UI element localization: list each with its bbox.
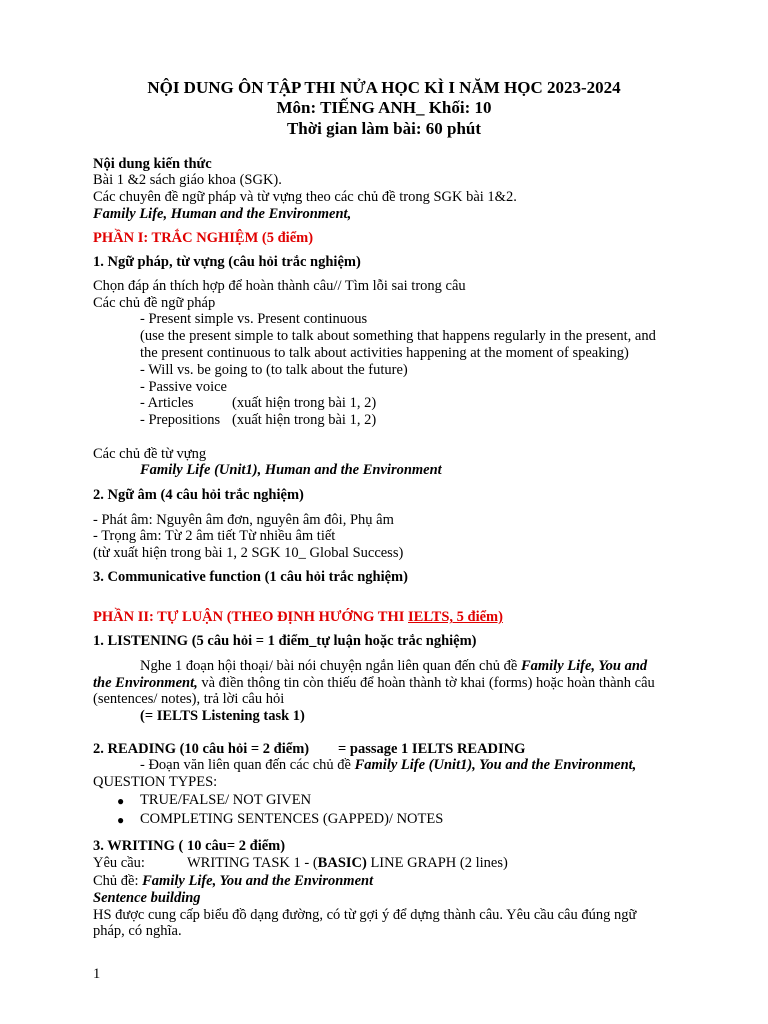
- grammar-topics-label: Các chủ đề ngữ pháp: [93, 295, 216, 311]
- part1-section1-heading: 1. Ngữ pháp, từ vựng (câu hỏi trắc nghiệm): [93, 254, 361, 270]
- reading-desc-topic: Family Life (Unit1), You and the Environment,: [354, 757, 637, 773]
- phonetics-line: (từ xuất hiện trong bài 1, 2 SGK 10_ Global Success): [93, 545, 404, 561]
- part1-heading: PHẦN I: TRẮC NGHIỆM (5 điểm): [93, 230, 314, 246]
- listening-desc-topic: the Environment,: [93, 675, 198, 691]
- intro-topics: Family Life, Human and the Environment,: [93, 206, 352, 222]
- bullet-icon: ●: [117, 794, 125, 808]
- document-title: NỘI DUNG ÔN TẬP THI NỬA HỌC KÌ I NĂM HỌC 2023-2024: [147, 78, 621, 97]
- reading-desc: [140, 757, 636, 773]
- part2-heading-underlined: IELTS, 5 điểm): [408, 609, 503, 625]
- grammar-item-note: (xuất hiện trong bài 1, 2): [232, 395, 377, 411]
- writing-desc-1: HS được cung cấp biểu đồ dạng đường, có từ gợi ý để dựng thành câu. Yêu cầu câu đúng ngữ: [93, 907, 637, 923]
- question-type-item: TRUE/FALSE/ NOT GIVEN: [140, 792, 312, 808]
- intro-line-1: Bài 1 &2 sách giáo khoa (SGK).: [93, 172, 282, 188]
- listening-desc-text: và điền thông tin còn thiếu để hoàn thành tờ khai (forms) hoặc hoàn thành câu: [197, 675, 655, 691]
- listening-desc-topic: Family Life, You and: [520, 658, 648, 674]
- question-types-label: QUESTION TYPES:: [93, 774, 218, 790]
- vocab-topics-label: Các chủ đề từ vựng: [93, 446, 207, 462]
- vocab-topics: Family Life (Unit1), Human and the Environment: [140, 462, 442, 478]
- part2-heading-text: PHẦN II: TỰ LUẬN (THEO ĐỊNH HƯỚNG THI: [93, 609, 408, 625]
- writing-requirement-text: WRITING TASK 1 - (: [187, 855, 318, 871]
- page-number: 1: [93, 966, 101, 982]
- writing-topic: [93, 873, 373, 889]
- phonetics-line: - Phát âm: Nguyên âm đơn, nguyên âm đôi, Phụ âm: [93, 512, 394, 528]
- content-heading: Nội dung kiến thức: [93, 156, 212, 172]
- reading-heading: 2. READING (10 câu hỏi = 2 điểm): [93, 741, 310, 757]
- subject-line: Môn: TIẾNG ANH_ Khối: 10: [276, 98, 492, 117]
- listening-desc-text: Nghe 1 đoạn hội thoại/ bài nói chuyện ngắn liên quan đến chủ đề: [140, 658, 521, 674]
- writing-heading: 3. WRITING ( 10 câu= 2 điểm): [93, 838, 286, 854]
- part2-heading: [93, 609, 503, 625]
- grammar-item: (use the present simple to talk about something that happens regularly in the present, and: [140, 328, 656, 344]
- grammar-item: - Will vs. be going to (to talk about the future): [140, 362, 408, 378]
- writing-topic-label: Chủ đề:: [93, 873, 143, 889]
- listening-desc-1: [140, 658, 647, 674]
- grammar-item: - Prepositions: [140, 412, 221, 428]
- part1-section2-heading: 2. Ngữ âm (4 câu hỏi trắc nghiệm): [93, 487, 304, 503]
- intro-line-2: Các chuyên đề ngữ pháp và từ vựng theo các chủ đề trong SGK bài 1&2.: [93, 189, 517, 205]
- phonetics-line: - Trọng âm: Từ 2 âm tiết Từ nhiều âm tiết: [93, 528, 336, 544]
- bullet-icon: ●: [117, 813, 125, 827]
- grammar-item: - Passive voice: [140, 379, 227, 395]
- part1-section3-heading: 3. Communicative function (1 câu hỏi trắc nghiệm): [93, 569, 408, 585]
- time-line: Thời gian làm bài: 60 phút: [286, 119, 482, 138]
- listening-desc-2: [93, 675, 655, 691]
- writing-requirement-type: LINE GRAPH (2 lines): [366, 855, 508, 871]
- part1-section1-instruction: Chọn đáp án thích hợp để hoàn thành câu// Tìm lỗi sai trong câu: [93, 278, 466, 294]
- grammar-item: the present continuous to talk about activities happening at the moment of speaking): [140, 345, 629, 361]
- writing-topic-value: Family Life, You and the Environment: [142, 873, 374, 889]
- grammar-item: - Articles: [140, 395, 194, 411]
- reading-desc-text: - Đoạn văn liên quan đến các chủ đề: [140, 757, 355, 773]
- writing-requirement-label: Yêu cầu:: [93, 855, 145, 871]
- grammar-item-note: (xuất hiện trong bài 1, 2): [232, 412, 377, 428]
- sentence-building-label: Sentence building: [93, 890, 201, 906]
- question-type-item: COMPLETING SENTENCES (GAPPED)/ NOTES: [140, 811, 444, 827]
- reading-passage: = passage 1 IELTS READING: [338, 741, 526, 757]
- writing-desc-2: pháp, có nghĩa.: [93, 923, 182, 939]
- writing-requirement-level: BASIC): [317, 855, 367, 871]
- grammar-item: - Present simple vs. Present continuous: [140, 311, 368, 327]
- listening-task: (= IELTS Listening task 1): [140, 708, 305, 724]
- writing-requirement: [187, 855, 508, 871]
- listening-desc-3: (sentences/ notes), trả lời câu hỏi: [93, 691, 285, 707]
- listening-heading: 1. LISTENING (5 câu hỏi = 1 điểm_tự luận hoặc trắc nghiệm): [93, 633, 477, 649]
